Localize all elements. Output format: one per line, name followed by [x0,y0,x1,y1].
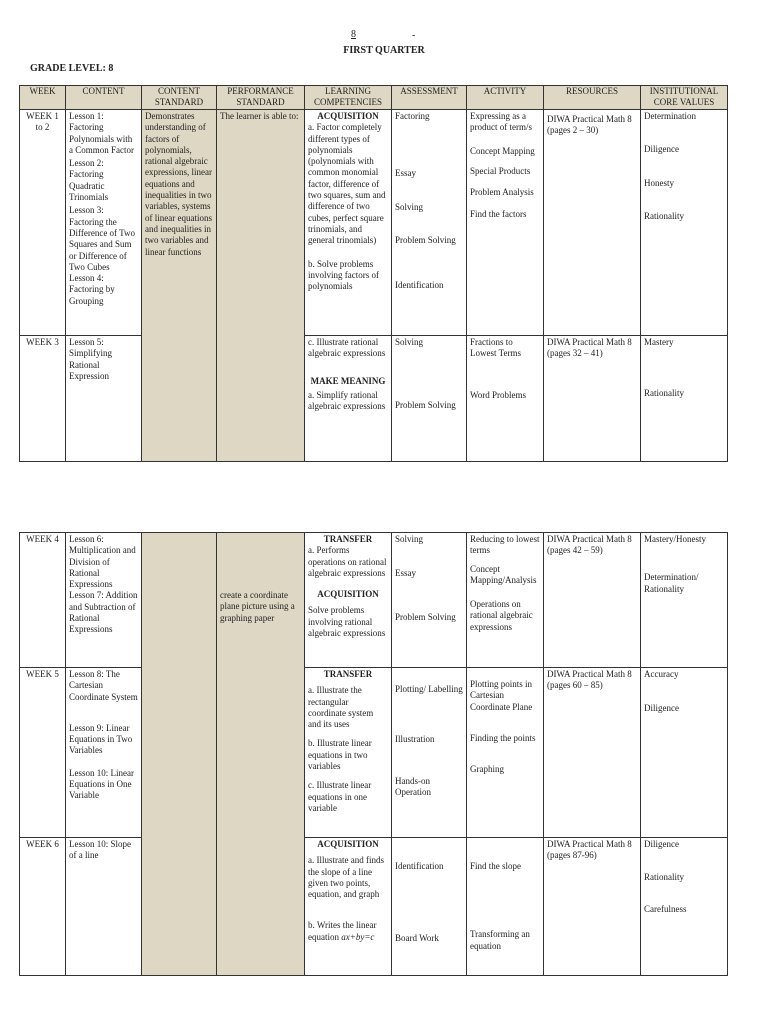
content-cell: Lesson 5: Simplifying Rational Expression [66,336,142,462]
resources-cell: DIWA Practical Math 8 (pages 2 – 30) [544,110,641,336]
assessment-item: Problem Solving [395,611,456,622]
assessment-item: Plotting/ Labelling [395,684,463,694]
core-values-cell [641,336,728,462]
activity-item: Plotting points in Cartesian Coordinate Plane [470,679,533,712]
competencies-cell [305,668,392,838]
competency-c: c. Illustrate rational algebraic expressions [308,337,386,359]
activity-item: Graphing [470,764,504,775]
competency-a: a. Performs operations on rational algebraic expressions [308,545,387,578]
assessment-item: Essay [395,568,416,579]
page-number: 8 [351,29,356,40]
activity-item: Concept Mapping/Analysis [470,563,537,585]
competency-b-text: b. Writes the linear equation [308,920,377,942]
activity-item: Operations on rational algebraic expressions [470,599,533,632]
assessment-cell [392,336,467,462]
lesson-8: Lesson 8: The Cartesian Coordinate System [69,669,138,702]
col-content: CONTENT [66,86,142,110]
resources-cell: DIWA Practical Math 8 (pages 32 – 41) [544,336,641,462]
curriculum-table-2 [19,532,728,976]
competency-b: b. Solve problems involving factors of polynomials [308,258,379,292]
resources-cell: DIWA Practical Math 8 (pages 60 – 85) [544,668,641,838]
activity-cell [467,668,544,838]
grade-level: GRADE LEVEL: 8 [30,63,114,74]
col-assessment: ASSESSMENT [392,86,467,110]
competency-b: Solve problems involving rational algebraic expressions [308,605,386,639]
activity-item: Find the slope [470,861,521,871]
col-performance-standard: PERFORMANCE STANDARD [217,86,305,110]
col-learning-competencies: LEARNING COMPETENCIES [305,86,392,110]
lesson-10: Lesson 10: Linear Equations in One Variable [69,767,134,801]
activity-item: Word Problems [470,389,527,400]
value-item: Diligence [644,703,679,714]
activity-cell [467,838,544,976]
value-item: Mastery/Honesty [644,534,706,544]
content-cell [66,110,142,336]
assessment-item: Essay [395,168,416,179]
lesson-2: Lesson 2: Factoring Quadratic Trinomials [69,158,109,203]
assessment-item: Solving [395,337,424,347]
competencies-cell [305,838,392,976]
table-row [20,110,728,336]
value-item: Rationality [644,872,684,883]
assessment-item: Identification [395,861,444,871]
week-cell: WEEK 3 [20,336,66,462]
activity-cell [467,110,544,336]
content-standard-cell [142,533,217,976]
content-cell [66,668,142,838]
activity-cell [467,336,544,462]
lesson-1: Lesson 1: Factoring Polynomials with a Common Factor [69,111,134,155]
assessment-item: Factoring [395,111,430,121]
assessment-item: Solving [395,534,424,544]
resources-cell: DIWA Practical Math 8 (pages 87-96) [544,838,641,976]
content-cell: Lesson 10: Slope of a line [66,838,142,976]
acquisition-heading: ACQUISITION [317,839,379,849]
week-cell: WEEK 1 to 2 [20,110,66,336]
content-standard-cell: Demonstrates understanding of factors of polynomials, rational algebraic expressions, linear equations and inequalities in two variables, systems of linear equations and inequalities in two variables and linear functions [142,110,217,462]
transfer-heading: TRANSFER [323,669,373,679]
core-values-cell [641,533,728,668]
competency-c: c. Illustrate linear equations in one variable [308,780,372,813]
assessment-item: Board Work [395,933,439,944]
competencies-cell [305,110,392,336]
value-item: Accuracy [644,669,679,679]
acquisition-heading: ACQUISITION [317,589,379,600]
col-week: WEEK [20,86,66,110]
core-values-cell [641,110,728,336]
value-item: Mastery [644,337,674,347]
value-item: Diligence [644,839,679,849]
competency-a: a. Simplify rational algebraic expressions [308,389,386,412]
assessment-cell [392,838,467,976]
performance-standard-cell [217,533,305,976]
activity-item: Finding the points [470,732,536,743]
activity-item: Transforming an equation [470,929,530,951]
assessment-item: Problem Solving [395,234,456,245]
col-activity: ACTIVITY [467,86,544,110]
activity-item: Reducing to lowest terms [470,534,540,556]
quarter-title: FIRST QUARTER [343,45,425,56]
activity-item: Concept Mapping [470,145,535,156]
linear-equation: ax+by=c [341,931,375,942]
activity-cell [467,533,544,668]
competencies-cell [305,533,392,668]
transfer-heading: TRANSFER [323,534,373,544]
table-row [20,336,728,462]
value-item: Rationality [644,388,684,399]
resources-cell: DIWA Practical Math 8 (pages 42 – 59) [544,533,641,668]
value-item: Carefulness [644,903,687,914]
header-row [20,86,728,110]
assessment-item: Problem Solving [395,400,456,411]
content-cell: Lesson 6: Multiplication and Division of Rational Expressions Lesson 7: Addition and Subtraction of Rational Expressions [66,533,142,668]
activity-item: Find the factors [470,209,527,220]
value-item: Honesty [644,177,674,188]
col-core-values: INSTITUTIONAL CORE VALUES [641,86,728,110]
value-item: Rationality [644,210,684,221]
competency-a: a. Factor completely different types of polynomials (polynomials with common monomial factor, difference of two squares, sum and difference of two cubes, perfect square trinomials, and general trinomials) [308,122,386,246]
performance-standard-cell: The learner is able to: [217,110,305,462]
assessment-item: Illustration [395,734,435,745]
week-cell: WEEK 4 [20,533,66,668]
core-values-cell [641,838,728,976]
col-resources: RESOURCES [544,86,641,110]
value-item: Determination/ Rationality [644,572,699,594]
lesson-4: Lesson 4: Factoring by Grouping [69,273,115,306]
competency-b [308,920,388,943]
curriculum-table-1 [19,85,728,462]
table-row [20,838,728,976]
activity-item: Problem Analysis [470,187,534,198]
activity-item: Expressing as a product of term/s [470,111,532,133]
value-item: Determination [644,111,696,121]
assessment-item: Solving [395,201,424,212]
competencies-cell [305,336,392,462]
assessment-item: Hands-on Operation [395,775,431,797]
assessment-cell [392,533,467,668]
assessment-cell [392,110,467,336]
acquisition-heading: ACQUISITION [317,111,379,121]
lesson-9: Lesson 9: Linear Equations in Two Variables [69,722,133,756]
activity-item: Fractions to Lowest Terms [470,337,521,359]
performance-standard-text: create a coordinate plane picture using a graphing paper [220,590,295,623]
week-cell: WEEK 5 [20,668,66,838]
make-meaning-heading: MAKE MEANING [310,375,386,386]
assessment-item: Identification [395,280,444,291]
competency-a: a. Illustrate and finds the slope of a line given two points, equation, and graph [308,855,384,900]
table-row [20,533,728,668]
core-values-cell [641,668,728,838]
value-item: Diligence [644,144,679,155]
lesson-3: Lesson 3: Factoring the Difference of Two Squares and Sum or Difference of Two Cubes [69,205,136,272]
assessment-cell [392,668,467,838]
activity-item: Special Products [470,165,531,176]
competency-a: a. Illustrate the rectangular coordinate system and its uses [308,685,374,730]
header-dash: - [412,30,416,41]
competency-b: b. Illustrate linear equations in two variables [308,738,372,772]
table-row [20,668,728,838]
col-content-standard: CONTENT STANDARD [142,86,217,110]
week-cell: WEEK 6 [20,838,66,976]
